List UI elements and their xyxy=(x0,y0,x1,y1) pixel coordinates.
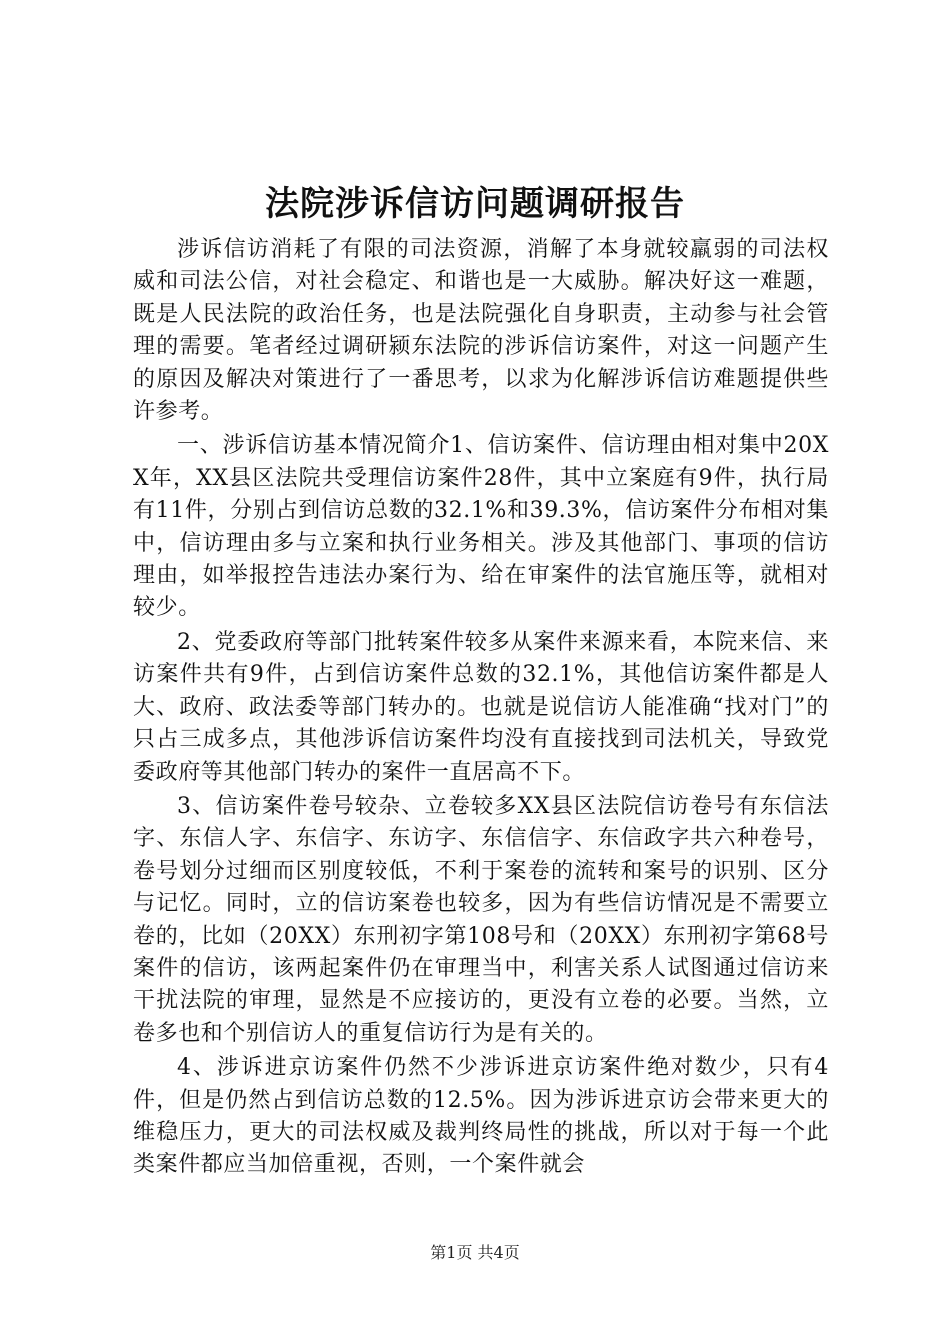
paragraph-item-2: 2、党委政府等部门批转案件较多从案件来源来看，本院来信、来访案件共有9件，占到信访案件总数的32.1%，其他信访案件都是人大、政府、政法委等部门转办的。也就是说信访人能准确“找对门”的只占三成多点，其他涉诉信访案件均没有直接找到司法机关，导致党委政府等其他部门转办的案件一直居高不下。 xyxy=(133,629,829,785)
document-title: 法院涉诉信访问题调研报告 xyxy=(265,184,685,224)
paragraph-item-3: 3、信访案件卷号较杂、立卷较多XX县区法院信访卷号有东信法字、东信人字、东信字、东访字、东信信字、东信政字共六种卷号，卷号划分过细而区别度较低，不利于案卷的流转和案号的识别、区分与记忆。同时，立的信访案卷也较多，因为有些信访情况是不需要立卷的，比如（20XX）东刑初字第108号和（20XX）东刑初字第68号案件的信访，该两起案件仍在审理当中，利害关系人试图通过信访来干扰法院的审理，显然是不应接访的，更没有立卷的必要。当然，立卷多也和个别信访人的重复信访行为是有关的。 xyxy=(133,793,829,1046)
document-body xyxy=(133,234,829,1184)
paragraph-intro: 涉诉信访消耗了有限的司法资源，消解了本身就较羸弱的司法权威和司法公信，对社会稳定、和谐也是一大威胁。解决好这一难题，既是人民法院的政治任务，也是法院强化自身职责，主动参与社会管理的需要。笔者经过调研颍东法院的涉诉信访案件，对这一问题产生的原因及解决对策进行了一番思考，以求为化解涉诉信访难题提供些许参考。 xyxy=(133,237,829,425)
paragraph-section-1: 一、涉诉信访基本情况简介1、信访案件、信访理由相对集中20XX年，XX县区法院共受理信访案件28件，其中立案庭有9件，执行局有11件，分别占到信访总数的32.1%和39.3%，信访案件分布相对集中，信访理由多与立案和执行业务相关。涉及其他部门、事项的信访理由，如举报控告违法办案行为、给在审案件的法官施压等，就相对较少。 xyxy=(133,433,829,621)
paragraph-item-4: 4、涉诉进京访案件仍然不少涉诉进京访案件绝对数少，只有4件，但是仍然占到信访总数的12.5%。因为涉诉进京访会带来更大的维稳压力，更大的司法权威及裁判终局性的挑战，所以对于每一个此类案件都应当加倍重视，否则，一个案件就会 xyxy=(133,1055,829,1178)
page-number-footer: 第1页 共4页 xyxy=(430,1243,520,1262)
